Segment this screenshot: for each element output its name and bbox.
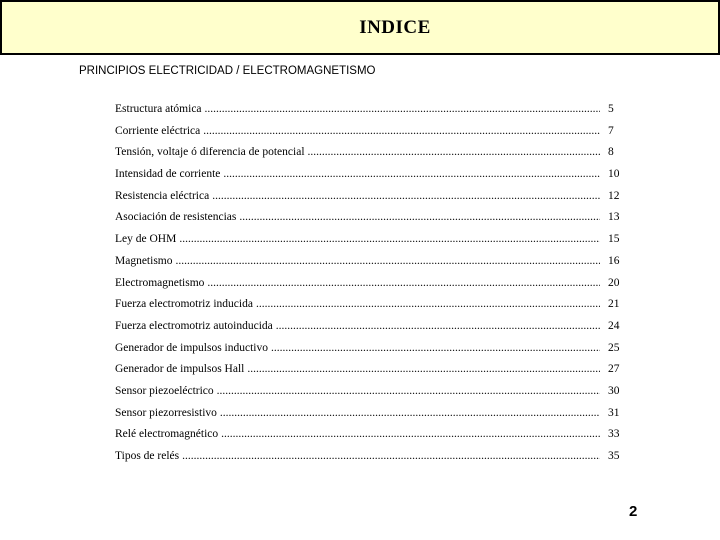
toc-leader-dots <box>223 168 600 180</box>
toc-entry-label: Sensor piezoeléctrico <box>115 384 214 397</box>
table-of-contents <box>115 103 630 472</box>
toc-entry-label: Resistencia eléctrica <box>115 189 210 202</box>
toc-entry[interactable] <box>115 233 630 255</box>
toc-entry[interactable] <box>115 168 630 190</box>
toc-leader-dots <box>221 428 600 440</box>
toc-entry-page: 13 <box>608 211 620 224</box>
toc-leader-dots <box>179 233 600 245</box>
toc-leader-dots <box>220 407 600 419</box>
toc-entry-label: Tipos de relés <box>115 450 180 462</box>
toc-entry-page: 24 <box>608 319 620 332</box>
toc-leader-dots <box>217 385 600 397</box>
toc-entry[interactable] <box>115 277 630 299</box>
toc-leader-dots <box>212 190 600 202</box>
toc-entry-page: 7 <box>608 124 614 137</box>
toc-entry-label: Generador de impulsos Hall <box>115 363 245 376</box>
toc-entry-page: 10 <box>608 168 620 181</box>
toc-entry-label: Relé electromagnético <box>115 428 219 441</box>
toc-entry[interactable] <box>115 211 630 233</box>
page-number: 2 <box>629 503 638 520</box>
toc-leader-dots <box>271 342 600 354</box>
toc-entry[interactable] <box>115 103 630 125</box>
toc-entry-label: Ley de OHM <box>115 233 177 246</box>
toc-entry-page: 15 <box>608 233 620 246</box>
toc-leader-dots <box>256 298 600 310</box>
toc-entry-page: 30 <box>608 384 620 397</box>
toc-entry[interactable] <box>115 190 630 212</box>
toc-entry-label: Asociación de resistencias <box>115 211 237 224</box>
toc-leader-dots <box>205 103 600 115</box>
page-title: INDICE <box>359 16 431 38</box>
toc-leader-dots <box>276 320 600 332</box>
toc-entry-page: 25 <box>608 341 620 354</box>
section-heading: PRINCIPIOS ELECTRICIDAD / ELECTROMAGNETISMO <box>79 65 376 77</box>
toc-entry-page: 5 <box>608 103 614 115</box>
toc-entry[interactable] <box>115 146 630 168</box>
toc-entry-label: Magnetismo <box>115 254 173 267</box>
toc-leader-dots <box>308 146 600 158</box>
toc-leader-dots <box>207 277 600 289</box>
toc-entry-label: Sensor piezorresistivo <box>115 406 217 419</box>
toc-entry-label: Fuerza electromotriz inducida <box>115 298 253 311</box>
toc-entry[interactable] <box>115 320 630 342</box>
toc-entry[interactable] <box>115 125 630 147</box>
toc-entry-page: 33 <box>608 428 620 441</box>
toc-entry[interactable] <box>115 298 630 320</box>
title-banner <box>0 0 720 55</box>
toc-entry-page: 27 <box>608 363 620 376</box>
toc-entry-page: 35 <box>608 450 620 462</box>
toc-entry-page: 8 <box>608 146 614 159</box>
toc-entry[interactable] <box>115 363 630 385</box>
toc-entry-label: Corriente eléctrica <box>115 124 201 137</box>
toc-entry-page: 12 <box>608 189 620 202</box>
toc-entry-label: Tensión, voltaje ó diferencia de potencial <box>115 146 305 159</box>
toc-entry-label: Estructura atómica <box>115 103 202 115</box>
toc-leader-dots <box>239 211 600 223</box>
toc-leader-dots <box>247 363 600 375</box>
toc-entry-page: 21 <box>608 298 620 311</box>
toc-leader-dots <box>182 450 600 462</box>
toc-entry-label: Generador de impulsos inductivo <box>115 341 268 354</box>
toc-entry[interactable] <box>115 428 630 450</box>
toc-entry-label: Electromagnetismo <box>115 276 205 289</box>
toc-entry[interactable] <box>115 255 630 277</box>
toc-entry-page: 31 <box>608 406 620 419</box>
toc-leader-dots <box>176 255 601 267</box>
toc-entry[interactable] <box>115 385 630 407</box>
toc-leader-dots <box>203 125 600 137</box>
toc-entry[interactable] <box>115 342 630 364</box>
toc-entry[interactable] <box>115 407 630 429</box>
toc-entry[interactable] <box>115 450 630 472</box>
toc-entry-label: Fuerza electromotriz autoinducida <box>115 319 273 332</box>
toc-entry-label: Intensidad de corriente <box>115 168 221 181</box>
toc-entry-page: 16 <box>608 254 620 267</box>
toc-entry-page: 20 <box>608 276 620 289</box>
